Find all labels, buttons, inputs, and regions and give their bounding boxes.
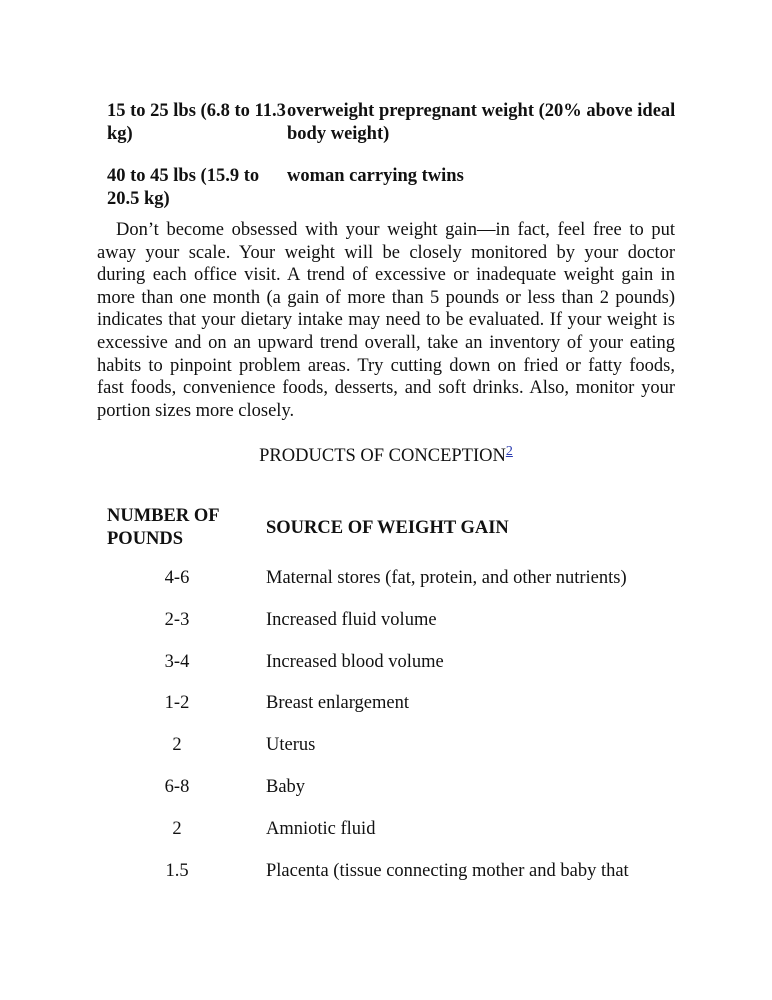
table-row (107, 693, 707, 735)
source-cell: Baby (266, 776, 306, 797)
section-heading (0, 440, 772, 468)
table-row (107, 568, 707, 610)
pounds-cell: 1.5 (165, 860, 189, 881)
source-cell: Maternal stores (fat, protein, and other nutrients) (266, 568, 627, 588)
pounds-cell: 1-2 (164, 693, 190, 714)
source-cell: Placenta (tissue connecting mother and baby that (266, 860, 629, 881)
table-row (107, 610, 707, 652)
column-header-pounds: NUMBER OF POUNDS (107, 506, 219, 549)
pounds-cell: 2 (172, 735, 182, 756)
footnote-link[interactable]: 2 (505, 444, 513, 459)
pounds-cell: 6-8 (164, 776, 190, 797)
pounds-cell: 4-6 (164, 568, 190, 588)
source-cell: Uterus (266, 735, 316, 756)
table-row (107, 652, 707, 694)
source-cell: Breast enlargement (266, 693, 409, 714)
column-header-source: SOURCE OF WEIGHT GAIN (266, 517, 509, 538)
weight-amount: 15 to 25 lbs (6.8 to 11.3 kg) (107, 101, 286, 144)
table-row (107, 100, 687, 146)
weight-amount: 40 to 45 lbs (15.9 to 20.5 kg) (107, 166, 260, 209)
body-paragraph: Don’t become obsessed with your weight gain—in fact, feel free to put away your scale. Your weight will be closely monitored by your doctor during each office visit. A trend of excessive or inadequate weight gain in more than one month (a gain of more than 5 pounds or less than 2 pounds) indicates that your dietary intake may need to be evaluated. If your weight is excessive and on an upward trend overall, take an inventory of your eating habits to pinpoint problem areas. Try cutting down on fried or fatty foods, fast foods, convenience foods, desserts, and soft drinks. Also, monitor your portion sizes more closely. (97, 220, 675, 421)
weight-description: woman carrying twins (287, 166, 464, 186)
pounds-cell: 2 (172, 818, 182, 839)
pounds-cell: 3-4 (164, 651, 190, 672)
source-cell: Increased blood volume (266, 651, 444, 672)
table-row (107, 819, 707, 861)
products-of-conception-table (107, 568, 707, 902)
source-cell: Increased fluid volume (266, 609, 437, 630)
table-row (107, 861, 707, 903)
section-title-text: PRODUCTS OF CONCEPTION (259, 446, 506, 466)
weight-description: overweight prepregnant weight (20% above ideal body weight) (287, 101, 676, 144)
source-cell: Amniotic fluid (266, 818, 376, 839)
table-row (107, 777, 707, 819)
table-header (107, 505, 687, 551)
pounds-cell: 2-3 (164, 609, 190, 630)
weight-gain-table (107, 100, 687, 211)
table-row (107, 735, 707, 777)
table-row (107, 165, 687, 211)
